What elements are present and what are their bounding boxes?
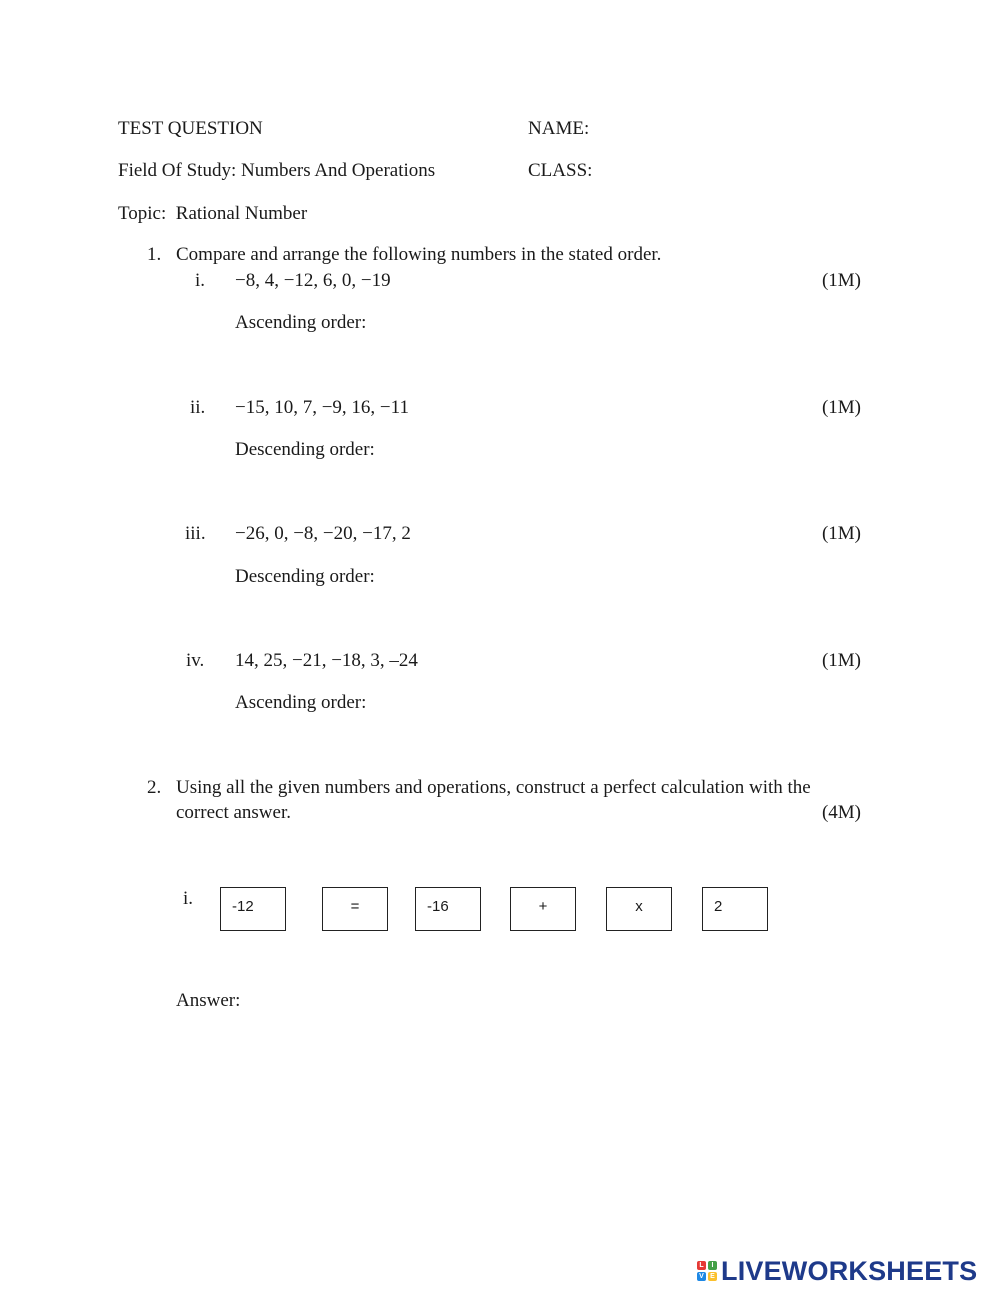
question-2-prompt-line1: Using all the given numbers and operations, construct a perfect calculation with the bbox=[176, 777, 811, 798]
q1-item-label: ii. bbox=[190, 397, 206, 418]
question-2-number: 2. bbox=[147, 777, 162, 798]
logo-block: V bbox=[697, 1272, 706, 1281]
liveworksheets-logo bbox=[697, 1256, 977, 1286]
calc-tile[interactable]: -16 bbox=[415, 887, 481, 931]
test-title: TEST QUESTION bbox=[118, 118, 263, 139]
q2-item-label: i. bbox=[183, 888, 194, 909]
q1-item-order: Ascending order: bbox=[235, 312, 367, 333]
field-of-study: Field Of Study: Numbers And Operations bbox=[118, 160, 436, 181]
calc-tile[interactable]: = bbox=[322, 887, 388, 931]
q1-item-numbers: −8, 4, −12, 6, 0, −19 bbox=[235, 270, 391, 291]
logo-block: L bbox=[697, 1261, 706, 1270]
q1-item-numbers: −15, 10, 7, −9, 16, −11 bbox=[235, 397, 409, 418]
q1-item-numbers: 14, 25, −21, −18, 3, –24 bbox=[235, 650, 418, 671]
q1-item-label: iii. bbox=[185, 523, 206, 544]
name-label: NAME: bbox=[528, 118, 590, 139]
calc-tile[interactable]: -12 bbox=[220, 887, 286, 931]
q1-item-order: Descending order: bbox=[235, 566, 375, 587]
calc-tile[interactable]: + bbox=[510, 887, 576, 931]
logo-blocks-icon bbox=[697, 1261, 717, 1281]
calc-tile[interactable]: 2 bbox=[702, 887, 768, 931]
q1-item-marks: (1M) bbox=[821, 650, 861, 671]
class-label: CLASS: bbox=[528, 160, 593, 181]
logo-block: E bbox=[708, 1272, 717, 1281]
q1-item-label: i. bbox=[195, 270, 206, 291]
logo-text: LIVEWORKSHEETS bbox=[721, 1255, 978, 1286]
q1-item-order: Descending order: bbox=[235, 439, 375, 460]
answer-label: Answer: bbox=[176, 990, 241, 1011]
calc-tile[interactable]: x bbox=[606, 887, 672, 931]
q1-item-numbers: −26, 0, −8, −20, −17, 2 bbox=[235, 523, 411, 544]
q1-item-marks: (1M) bbox=[821, 523, 861, 544]
question-1-prompt: Compare and arrange the following numbers in the stated order. bbox=[176, 244, 662, 265]
question-1-number: 1. bbox=[147, 244, 162, 265]
question-2-prompt-line2: correct answer. bbox=[176, 802, 291, 823]
q1-item-label: iv. bbox=[186, 650, 205, 671]
q1-item-marks: (1M) bbox=[821, 397, 861, 418]
question-2-marks: (4M) bbox=[821, 802, 861, 823]
q1-item-order: Ascending order: bbox=[235, 692, 367, 713]
q1-item-marks: (1M) bbox=[821, 270, 861, 291]
topic: Topic: Rational Number bbox=[118, 203, 308, 224]
logo-block: I bbox=[708, 1261, 717, 1270]
